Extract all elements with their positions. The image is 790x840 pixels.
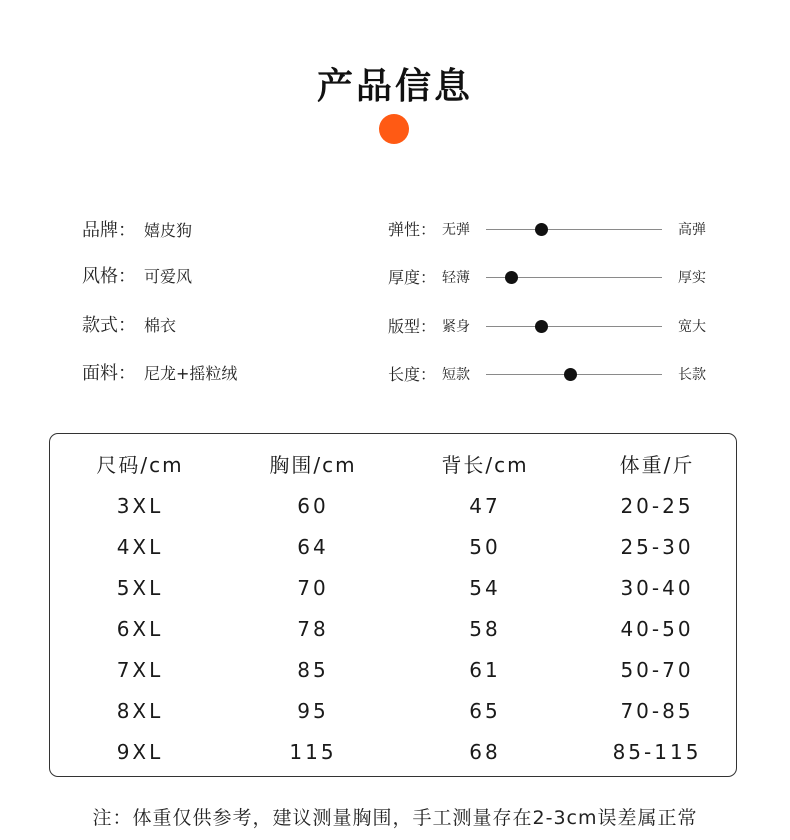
- table-row: [55, 614, 743, 644]
- table-cell-size: 5XL: [116, 576, 164, 600]
- table-cell-size: 9XL: [116, 740, 164, 764]
- table-cell-back-length: 65: [469, 699, 501, 723]
- table-cell-size: 6XL: [116, 617, 164, 641]
- attribute-value: 棉衣: [144, 316, 177, 335]
- header-cell-weight: 体重/斤: [619, 453, 695, 477]
- attribute-style: [82, 265, 192, 289]
- attribute-value: 尼龙+摇粒绒: [144, 364, 238, 383]
- scale-high-label: 厚实: [678, 270, 706, 286]
- table-row: [55, 655, 743, 685]
- scale-low-label: 无弹: [442, 222, 470, 238]
- scale-thickness: [388, 266, 718, 290]
- footer-note: 注：体重仅供参考，建议测量胸围，手工测量存在2-3cm误差属正常: [92, 807, 698, 829]
- table-row: [55, 696, 743, 726]
- scale-fit: [388, 315, 718, 339]
- table-cell-back-length: 68: [469, 740, 501, 764]
- scale-high-label: 长款: [678, 367, 706, 383]
- scale-track: [486, 374, 662, 375]
- table-cell-weight: 50-70: [620, 658, 694, 682]
- table-cell-weight: 40-50: [620, 617, 694, 641]
- table-cell-weight: 25-30: [620, 535, 694, 559]
- scale-low-label: 短款: [442, 367, 470, 383]
- scale-label: 版型：: [388, 317, 437, 336]
- scale-knob: [535, 320, 548, 333]
- attribute-brand: [82, 219, 192, 243]
- scale-high-label: 高弹: [678, 222, 706, 238]
- table-row: [55, 573, 743, 603]
- attribute-label: 款式：: [82, 315, 136, 336]
- table-cell-size: 4XL: [116, 535, 164, 559]
- table-cell-back-length: 61: [469, 658, 501, 682]
- scale-track: [486, 326, 662, 327]
- table-cell-weight: 20-25: [620, 494, 694, 518]
- product-info-title: 产品信息: [316, 66, 473, 107]
- attribute-label: 品牌：: [82, 220, 136, 241]
- table-cell-size: 8XL: [116, 699, 164, 723]
- scale-elasticity: [388, 218, 718, 242]
- header-cell-back-length: 背长/cm: [441, 453, 529, 477]
- attribute-label: 面料：: [82, 363, 136, 384]
- attribute-value: 可爱风: [144, 267, 193, 286]
- table-cell-back-length: 50: [469, 535, 501, 559]
- scale-label: 弹性：: [388, 220, 437, 239]
- table-cell-back-length: 47: [469, 494, 501, 518]
- scale-knob: [564, 368, 577, 381]
- scale-knob: [535, 223, 548, 236]
- table-cell-chest: 70: [297, 576, 329, 600]
- table-cell-chest: 115: [289, 740, 337, 764]
- table-row: [55, 532, 743, 562]
- attribute-label: 风格：: [82, 266, 136, 287]
- scale-low-label: 轻薄: [442, 270, 470, 286]
- table-cell-chest: 85: [297, 658, 329, 682]
- scale-label: 长度：: [388, 365, 437, 384]
- orange-dot-decoration: [379, 114, 409, 144]
- header-cell-size: 尺码/cm: [96, 453, 184, 477]
- table-cell-weight: 70-85: [620, 699, 694, 723]
- size-table-header: [55, 450, 743, 480]
- header-cell-chest: 胸围/cm: [269, 453, 357, 477]
- scale-label: 厚度：: [388, 268, 437, 287]
- scale-knob: [505, 271, 518, 284]
- scale-length: [388, 363, 718, 387]
- table-row: [55, 737, 743, 767]
- table-cell-chest: 78: [297, 617, 329, 641]
- attribute-type: [82, 314, 176, 338]
- attribute-fabric: [82, 362, 237, 386]
- table-cell-chest: 64: [297, 535, 329, 559]
- table-cell-chest: 60: [297, 494, 329, 518]
- scale-low-label: 紧身: [442, 319, 470, 335]
- table-cell-size: 3XL: [116, 494, 164, 518]
- table-row: [55, 491, 743, 521]
- table-cell-back-length: 58: [469, 617, 501, 641]
- scale-high-label: 宽大: [678, 319, 706, 335]
- table-cell-weight: 30-40: [620, 576, 694, 600]
- table-cell-weight: 85-115: [612, 740, 702, 764]
- scale-track: [486, 229, 662, 230]
- attribute-value: 嬉皮狗: [144, 221, 193, 240]
- scale-track: [486, 277, 662, 278]
- table-cell-size: 7XL: [116, 658, 164, 682]
- table-cell-chest: 95: [297, 699, 329, 723]
- table-cell-back-length: 54: [469, 576, 501, 600]
